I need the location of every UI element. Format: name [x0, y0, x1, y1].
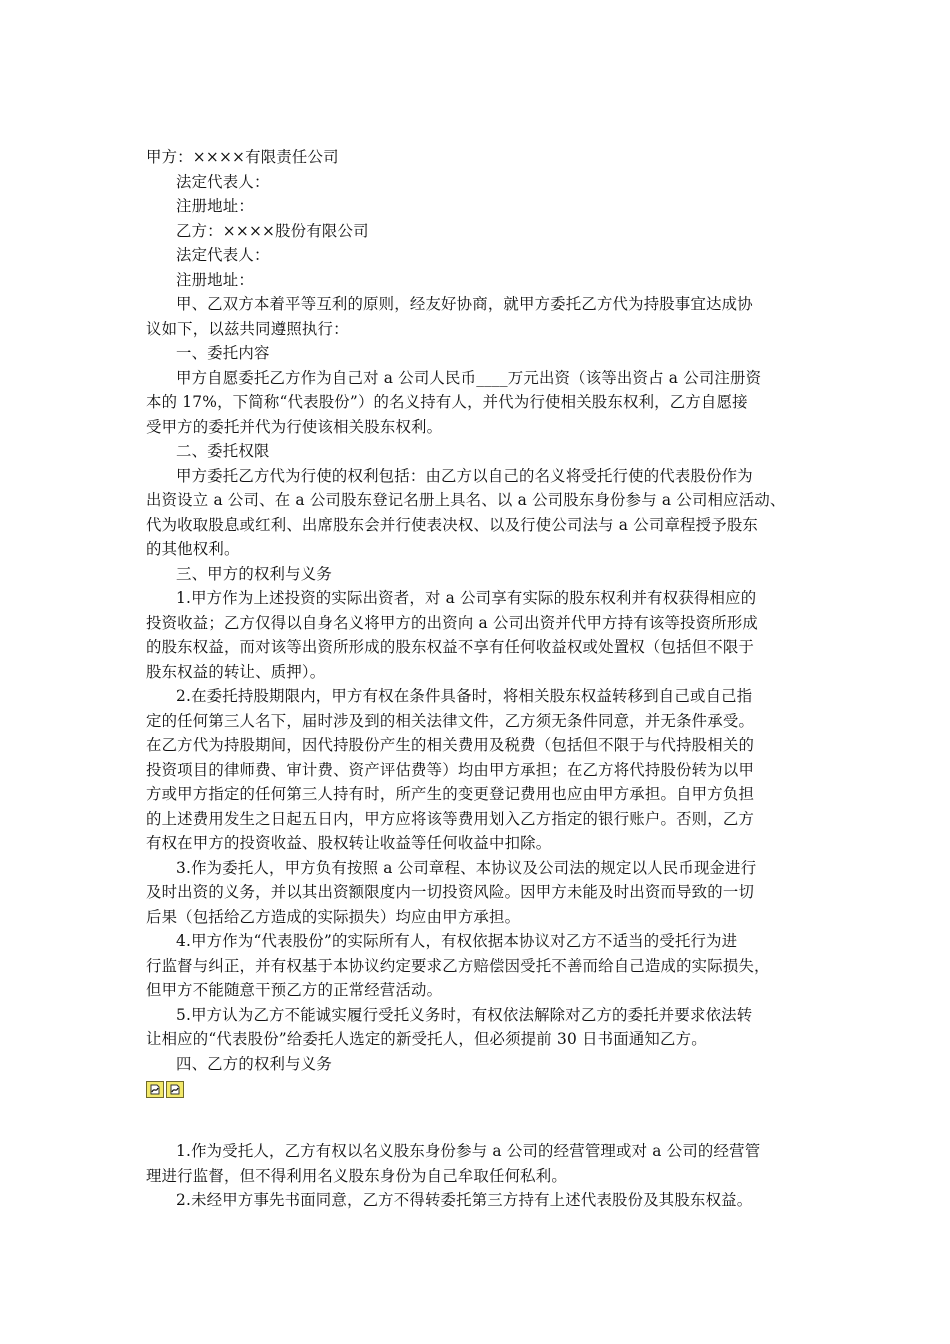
paragraph-line: 理进行监督，但不得利用名义股东身份为自己牟取任何私利。 [146, 1166, 567, 1185]
section-heading: 一、委托内容 [176, 344, 270, 362]
paragraph-line: 代为收取股息或红利、出席股东会并行使表决权、以及行使公司法与 a 公司章程授予股东 [146, 515, 759, 534]
party-b-address: 注册地址： [176, 270, 254, 289]
paragraph-line: 投资项目的律师费、审计费、资产评估费等）均由甲方承担；在乙方将代持股份转为以甲 [146, 760, 755, 779]
document-link-icon[interactable] [166, 1081, 184, 1098]
paragraph-line: 的其他权利。 [146, 540, 240, 558]
paragraph-line: 本的 17%，下简称“代表股份”）的名义持有人，并代为行使相关股东权利，乙方自愿接 [146, 393, 748, 411]
intro-line: 甲、乙双方本着平等互利的原则，经友好协商，就甲方委托乙方代为持股事宜达成协 [176, 295, 753, 313]
paragraph-line: 股东权益的转让、质押）。 [146, 662, 326, 681]
paragraph-line: 后果（包括给乙方造成的实际损失）均应由甲方承担。 [146, 907, 521, 926]
paragraph-line: 的上述费用发生之日起五日内，甲方应将该等费用划入乙方指定的银行账户。否则，乙方 [146, 809, 755, 828]
paragraph-line: 1.作为受托人，乙方有权以名义股东身份参与 a 公司的经营管理或对 a 公司的经营管 [176, 1142, 761, 1160]
paragraph-line: 甲方委托乙方代为行使的权利包括：由乙方以自己的名义将受托行使的代表股份作为 [176, 466, 753, 485]
paragraph-line: 3.作为委托人，甲方负有按照 a 公司章程、本协议及公司法的规定以人民币现金进行 [176, 858, 757, 877]
party-a-address: 注册地址： [176, 197, 254, 215]
paragraph-line: 甲方自愿委托乙方作为自己对 a 公司人民币____万元出资（该等出资占 a 公司注册资 [176, 368, 762, 387]
embedded-object-icons [146, 1076, 806, 1102]
intro-line: 议如下，以兹共同遵照执行： [146, 319, 349, 338]
section-heading: 三、甲方的权利与义务 [176, 564, 332, 583]
section-heading: 二、委托权限 [176, 442, 270, 460]
paragraph-line: 1.甲方作为上述投资的实际出资者，对 a 公司享有实际的股东权利并有权获得相应的 [176, 589, 757, 607]
paragraph-line: 但甲方不能随意干预乙方的正常经营活动。 [146, 981, 443, 999]
paragraph-line: 及时出资的义务，并以其出资额限度内一切投资风险。因甲方未能及时出资而导致的一切 [146, 883, 755, 901]
party-b-name: 乙方：××××股份有限公司 [176, 221, 369, 240]
paragraph-line: 行监督与纠正，并有权基于本协议约定要求乙方赔偿因受托不善而给自己造成的实际损失， [146, 956, 770, 975]
paragraph-line: 的股东权益，而对该等出资所形成的股东权益不享有任何收益权或处置权（包括但不限于 [146, 638, 755, 656]
paragraph-line: 5.甲方认为乙方不能诚实履行受托义务时，有权依法解除对乙方的委托并要求依法转 [176, 1005, 753, 1024]
party-a-legal-rep: 法定代表人： [176, 172, 270, 191]
document-link-icon[interactable] [146, 1081, 164, 1098]
paragraph-line: 出资设立 a 公司、在 a 公司股东登记名册上具名、以 a 公司股东身份参与 a 公司相应活动、 [146, 491, 786, 509]
paragraph-line: 定的任何第三人名下，届时涉及到的相关法律文件，乙方须无条件同意，并无条件承受。 [146, 711, 755, 730]
paragraph-line: 投资收益；乙方仅得以自身名义将甲方的出资向 a 公司出资并代甲方持有该等投资所形成 [146, 613, 759, 632]
paragraph-line: 2.在委托持股期限内，甲方有权在条件具备时，将相关股东权益转移到自己或自己指 [176, 687, 753, 705]
paragraph-line: 有权在甲方的投资收益、股权转让收益等任何收益中扣除。 [146, 834, 552, 852]
paragraph-line: 4.甲方作为“代表股份”的实际所有人，有权依据本协议对乙方不适当的受托行为进 [176, 932, 738, 950]
paragraph-line: 在乙方代为持股期间，因代持股份产生的相关费用及税费（包括但不限于与代持股相关的 [146, 736, 755, 754]
document-body [146, 145, 806, 1213]
blank-space [146, 1102, 806, 1139]
party-b-legal-rep: 法定代表人： [176, 246, 270, 264]
section-heading: 四、乙方的权利与义务 [176, 1054, 332, 1073]
paragraph-line: 受甲方的委托并代为行使该相关股东权利。 [146, 417, 443, 436]
paragraph-line: 2.未经甲方事先书面同意，乙方不得转委托第三方持有上述代表股份及其股东权益。 [176, 1191, 753, 1209]
party-a-name: 甲方：××××有限责任公司 [146, 148, 339, 166]
paragraph-line: 方或甲方指定的任何第三人持有时，所产生的变更登记费用也应由甲方承担。自甲方负担 [146, 785, 755, 803]
paragraph-line: 让相应的“代表股份”给委托人选定的新受托人，但必须提前 30 日书面通知乙方。 [146, 1030, 707, 1048]
